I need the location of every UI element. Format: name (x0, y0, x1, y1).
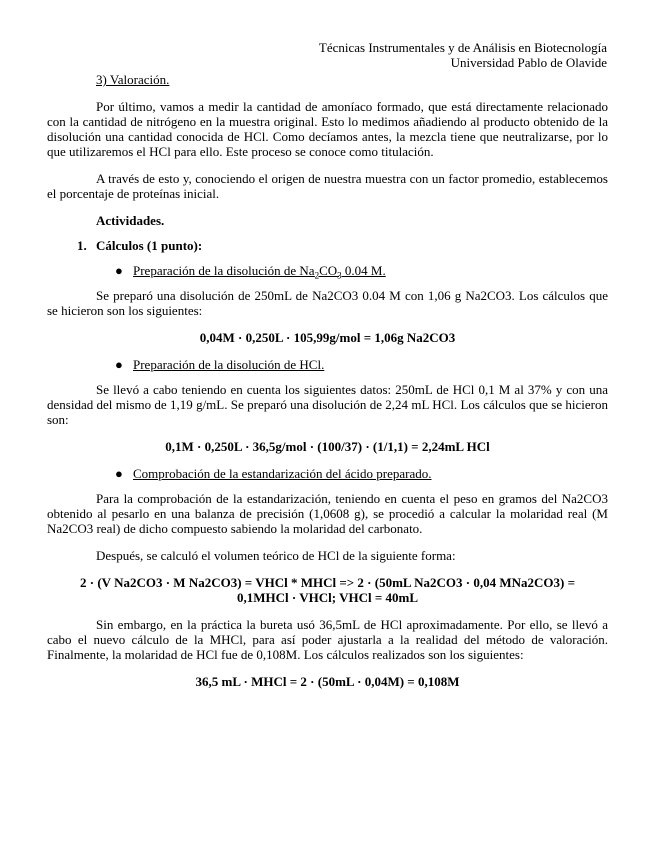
bullet-na2co3 (115, 263, 608, 281)
paragraph-intro: Por último, vamos a medir la cantidad de amoníaco formado, que está directamente relacionado con la cantidad de nitrógeno en la muestra original. Esto lo medimos añadiendo al producto obtenido de la disolución una cantidad conocida de HCl. Como decíamos antes, la mezcla tiene que neutralizarse, por lo que utilizaremos el HCl para ello. Este proceso se conoce como titulación. (47, 99, 608, 159)
bullet-hcl-label: Preparación de la disolución de HCl. (133, 357, 325, 372)
formula-hcl: 0,1M · 0,250L · 36,5g/mol · (100/37) · (1/1,1) = 2,24mL HCl (165, 439, 490, 454)
page-header (319, 40, 607, 70)
bullet-icon: ● (115, 466, 123, 481)
header-university: Universidad Pablo de Olavide (450, 55, 607, 70)
document-body (47, 72, 608, 701)
calculations-heading (77, 238, 608, 253)
calculations-title: Cálculos (1 punto): (96, 238, 203, 253)
activities-heading: Actividades. (96, 213, 165, 228)
calculations-number: 1. (77, 238, 87, 253)
formula-molarity: 36,5 mL · MHCl = 2 · (50mL · 0,04M) = 0,108M (195, 674, 460, 689)
paragraph-theoretical-volume: Después, se calculó el volumen teórico de HCl de la siguiente forma: (96, 548, 456, 563)
formula-volume (47, 575, 608, 605)
header-course: Técnicas Instrumentales y de Análisis en Biotecnología (318, 40, 607, 55)
bullet-standardization (115, 466, 608, 481)
paragraph-na2co3: Se preparó una disolución de 250mL de Na2CO3 0.04 M con 1,06 g Na2CO3. Los cálculos que se hicieron son los siguientes: (47, 288, 608, 318)
bullet-standardization-label: Comprobación de la estandarización del ácido preparado. (133, 466, 432, 481)
paragraph-proteins: A través de esto y, conociendo el origen de nuestra muestra con un factor promedio, establecemos el porcentaje de proteínas inicial. (47, 171, 608, 201)
bullet-icon: ● (115, 263, 123, 278)
formula-na2co3: 0,04M · 0,250L · 105,99g/mol = 1,06g Na2CO3 (199, 330, 456, 345)
paragraph-hcl: Se llevó a cabo teniendo en cuenta los siguientes datos: 250mL de HCl 0,1 M al 37% y con una densidad del mismo de 1,19 g/mL. Se preparó una disolución de 2,24 mL HCl. Los cálculos que se hicieron son: (47, 382, 608, 427)
formula-volume-line1: 2 · (V Na2CO3 · M Na2CO3) = VHCl * MHCl => 2 · (50mL Na2CO3 · 0,04 MNa2CO3) = (80, 575, 575, 590)
bullet-icon: ● (115, 357, 123, 372)
bullet-hcl (115, 357, 608, 372)
bullet-na2co3-label: Preparación de la disolución de $Na_2CO_3$ 0.04 M. (133, 263, 386, 281)
paragraph-practice: Sin embargo, en la práctica la bureta usó 36,5mL de HCl aproximadamente. Por ello, se llevó a cabo el nuevo cálculo de la MHCl, para así poder ajustarla a la realidad del método de valoración. Finalmente, la molaridad de HCl fue de 0,108M. Los cálculos realizados son los siguientes: (47, 617, 608, 662)
formula-volume-line2: 0,1MHCl · VHCl; VHCl = 40mL (237, 590, 418, 605)
paragraph-standardization: Para la comprobación de la estandarización, teniendo en cuenta el peso en gramos del Na2CO3 obtenido al pesarlo en una balanza de precisión (1,0608 g), se procedió a calcular la molaridad real (M Na2CO3 real) de dicho compuesto sabiendo la molaridad del carbonato. (47, 491, 608, 536)
section-title: 3) Valoración. (96, 72, 170, 87)
